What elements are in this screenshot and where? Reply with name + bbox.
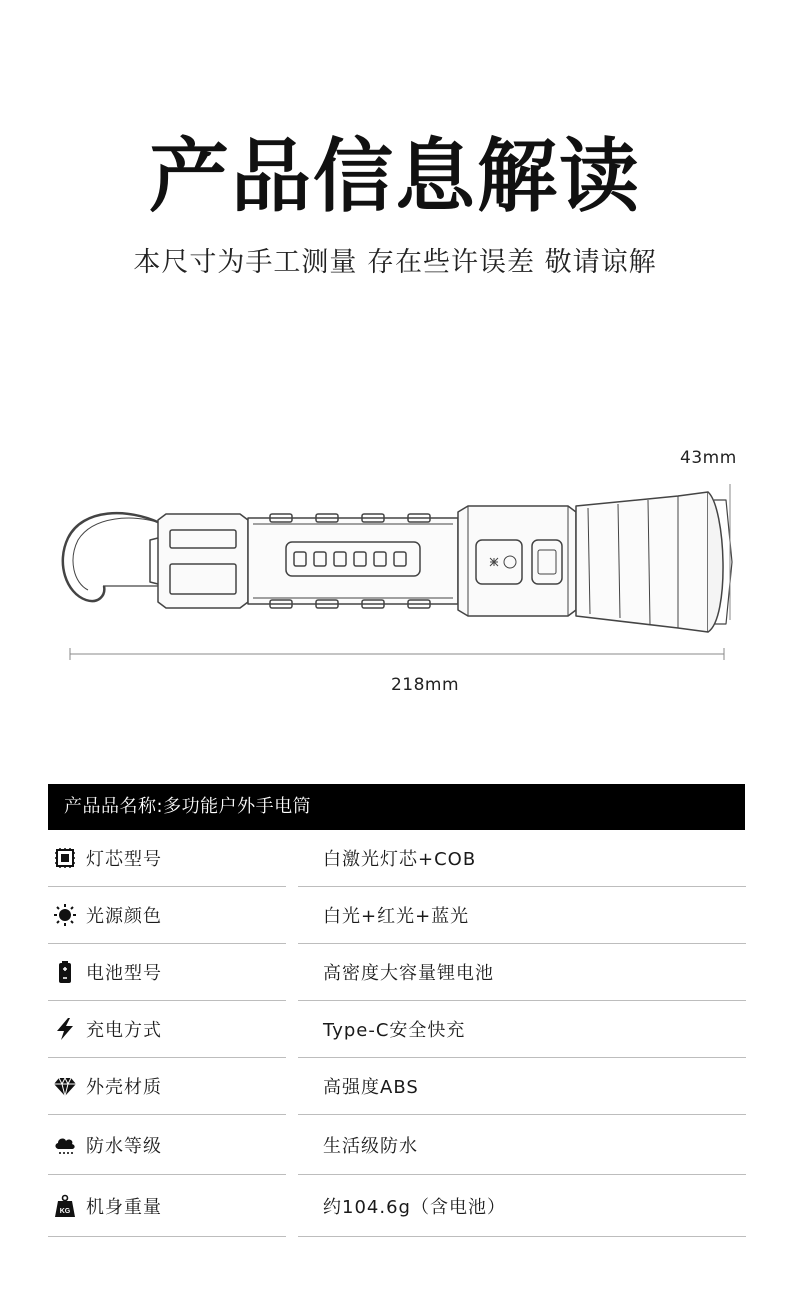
spec-value: 高密度大容量锂电池 — [323, 963, 494, 984]
spec-label: 外壳材质 — [86, 1077, 162, 1098]
spec-label: 电池型号 — [86, 963, 162, 984]
lightning-icon — [53, 1017, 77, 1041]
hanging-hook — [63, 513, 160, 601]
spec-value: 约104.6g（含电池） — [323, 1196, 506, 1218]
weight-icon — [53, 1194, 77, 1218]
spec-row-charging — [48, 1001, 746, 1058]
spec-value: Type-C安全快充 — [323, 1020, 466, 1041]
page-title: 产品信息解读 — [149, 130, 641, 223]
spec-value: 白激光灯芯+COB — [323, 849, 477, 870]
spec-label: 灯芯型号 — [86, 849, 162, 870]
head-section — [576, 492, 708, 632]
spec-value: 生活级防水 — [323, 1135, 418, 1157]
spec-label: 充电方式 — [86, 1020, 162, 1041]
spec-label: 防水等级 — [86, 1135, 162, 1157]
battery-icon — [53, 960, 77, 984]
chip-icon — [53, 846, 77, 870]
spec-row-led — [48, 830, 746, 887]
spec-header: 产品品名称:多功能户外手电筒 — [48, 784, 745, 830]
spec-row-waterproof — [48, 1115, 746, 1175]
diamond-icon — [53, 1074, 77, 1098]
spec-label: 机身重量 — [86, 1196, 162, 1218]
sun-icon — [53, 903, 77, 927]
height-dimension-label: 43mm — [680, 448, 737, 468]
spec-row-material — [48, 1058, 746, 1115]
spec-value: 白光+红光+蓝光 — [323, 906, 470, 927]
spec-label: 光源颜色 — [86, 906, 162, 927]
svg-text:KG: KG — [59, 1207, 71, 1215]
spec-row-weight — [48, 1175, 746, 1237]
spec-table — [48, 830, 746, 1237]
spec-row-battery — [48, 944, 746, 1001]
spec-row-light-color — [48, 887, 746, 944]
body-tube — [248, 518, 458, 604]
length-dimension-label: 218mm — [390, 675, 460, 695]
page-subtitle: 本尺寸为手工测量 存在些许误差 敬请谅解 — [133, 247, 657, 278]
rain-cloud-icon — [53, 1133, 77, 1157]
flashlight-illustration — [58, 478, 738, 668]
spec-value: 高强度ABS — [323, 1077, 419, 1098]
